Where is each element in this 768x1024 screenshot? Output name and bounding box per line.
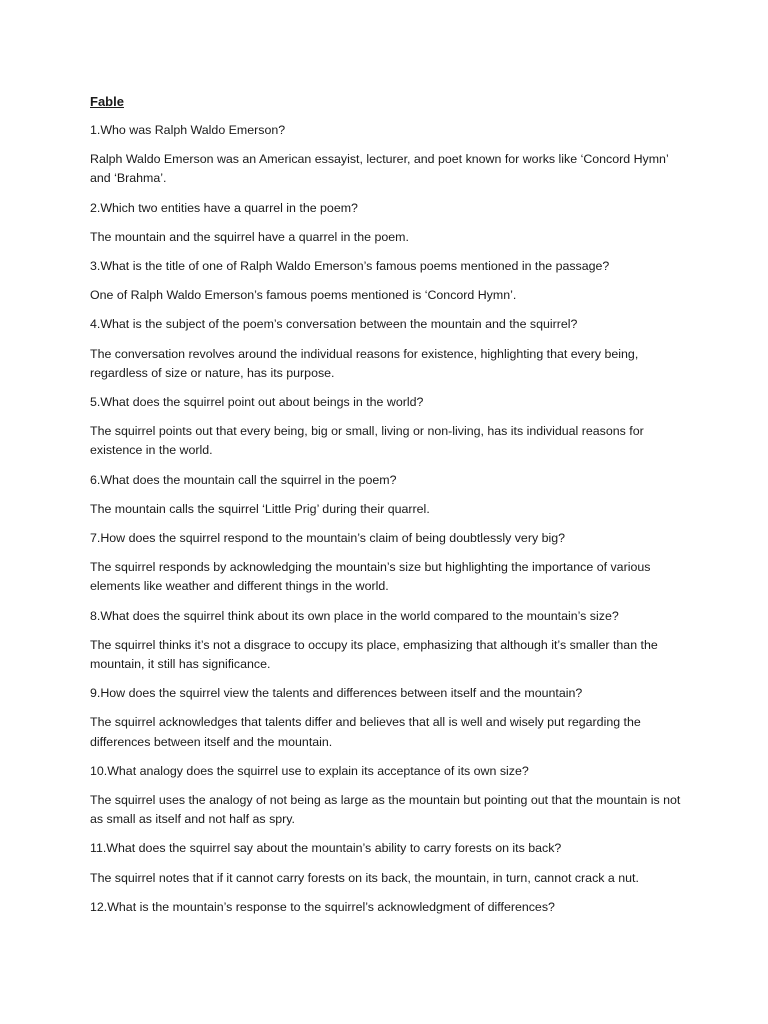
qa-item-7 — [90, 529, 690, 597]
answer-text: The mountain calls the squirrel ‘Little Prig’ during their quarrel. — [90, 501, 430, 516]
question-text: 11.What does the squirrel say about the mountain’s ability to carry forests on its back? — [90, 841, 562, 856]
question-text: 8.What does the squirrel think about its own place in the world compared to the mountain’s size? — [90, 608, 619, 623]
qa-item-9 — [90, 684, 690, 752]
question-text: 10.What analogy does the squirrel use to explain its acceptance of its own size? — [90, 763, 529, 778]
question-text: 3.What is the title of one of Ralph Waldo Emerson’s famous poems mentioned in the passage? — [90, 259, 610, 274]
qa-item-8 — [90, 607, 690, 675]
answer-text: The conversation revolves around the individual reasons for existence, highlighting that every being, regardless of size or nature, has its purpose. — [90, 346, 639, 380]
question-text: 4.What is the subject of the poem’s conversation between the mountain and the squirrel? — [90, 317, 578, 332]
qa-item-1 — [90, 121, 690, 189]
answer-text: The squirrel responds by acknowledging the mountain’s size but highlighting the importance of various elements like weather and different things in the world. — [90, 560, 651, 594]
answer-text: Ralph Waldo Emerson was an American essayist, lecturer, and poet known for works like ‘Concord Hymn’ and ‘Brahma’. — [90, 152, 669, 186]
qa-item-12 — [90, 898, 690, 917]
document-page — [90, 92, 690, 927]
answer-text: The squirrel acknowledges that talents differ and believes that all is well and wisely put regarding the differences between itself and the mountain. — [90, 715, 641, 749]
answer-text: The squirrel points out that every being, big or small, living or non-living, has its individual reasons for existence in the world. — [90, 424, 644, 458]
qa-item-10 — [90, 762, 690, 830]
qa-item-5 — [90, 393, 690, 461]
answer-text: The squirrel thinks it’s not a disgrace to occupy its place, emphasizing that although it’s smaller than the mountain, it still has significance. — [90, 637, 658, 672]
question-text: 2.Which two entities have a quarrel in the poem? — [90, 200, 358, 215]
question-text: 1.Who was Ralph Waldo Emerson? — [90, 123, 286, 137]
question-text: 9.How does the squirrel view the talents and differences between itself and the mountain? — [90, 686, 583, 701]
question-text: 5.What does the squirrel point out about beings in the world? — [90, 395, 424, 410]
question-text: 7.How does the squirrel respond to the mountain’s claim of being doubtlessly very big? — [90, 531, 566, 546]
qa-item-6 — [90, 471, 690, 519]
question-text: 6.What does the mountain call the squirrel in the poem? — [90, 472, 397, 487]
question-text: 12.What is the mountain’s response to the squirrel’s acknowledgment of differences? — [90, 899, 555, 914]
document-title: Fable — [90, 94, 124, 109]
qa-item-2 — [90, 199, 690, 247]
qa-item-3 — [90, 257, 690, 305]
qa-item-11 — [90, 839, 690, 887]
answer-text: The squirrel notes that if it cannot carry forests on its back, the mountain, in turn, cannot crack a nut. — [90, 870, 639, 885]
answer-text: The mountain and the squirrel have a quarrel in the poem. — [90, 229, 409, 244]
answer-text: One of Ralph Waldo Emerson’s famous poems mentioned is ‘Concord Hymn’. — [90, 288, 517, 303]
answer-text: The squirrel uses the analogy of not being as large as the mountain but pointing out that the mountain is not as small as itself and not half as spry. — [90, 793, 681, 827]
qa-item-4 — [90, 315, 690, 383]
